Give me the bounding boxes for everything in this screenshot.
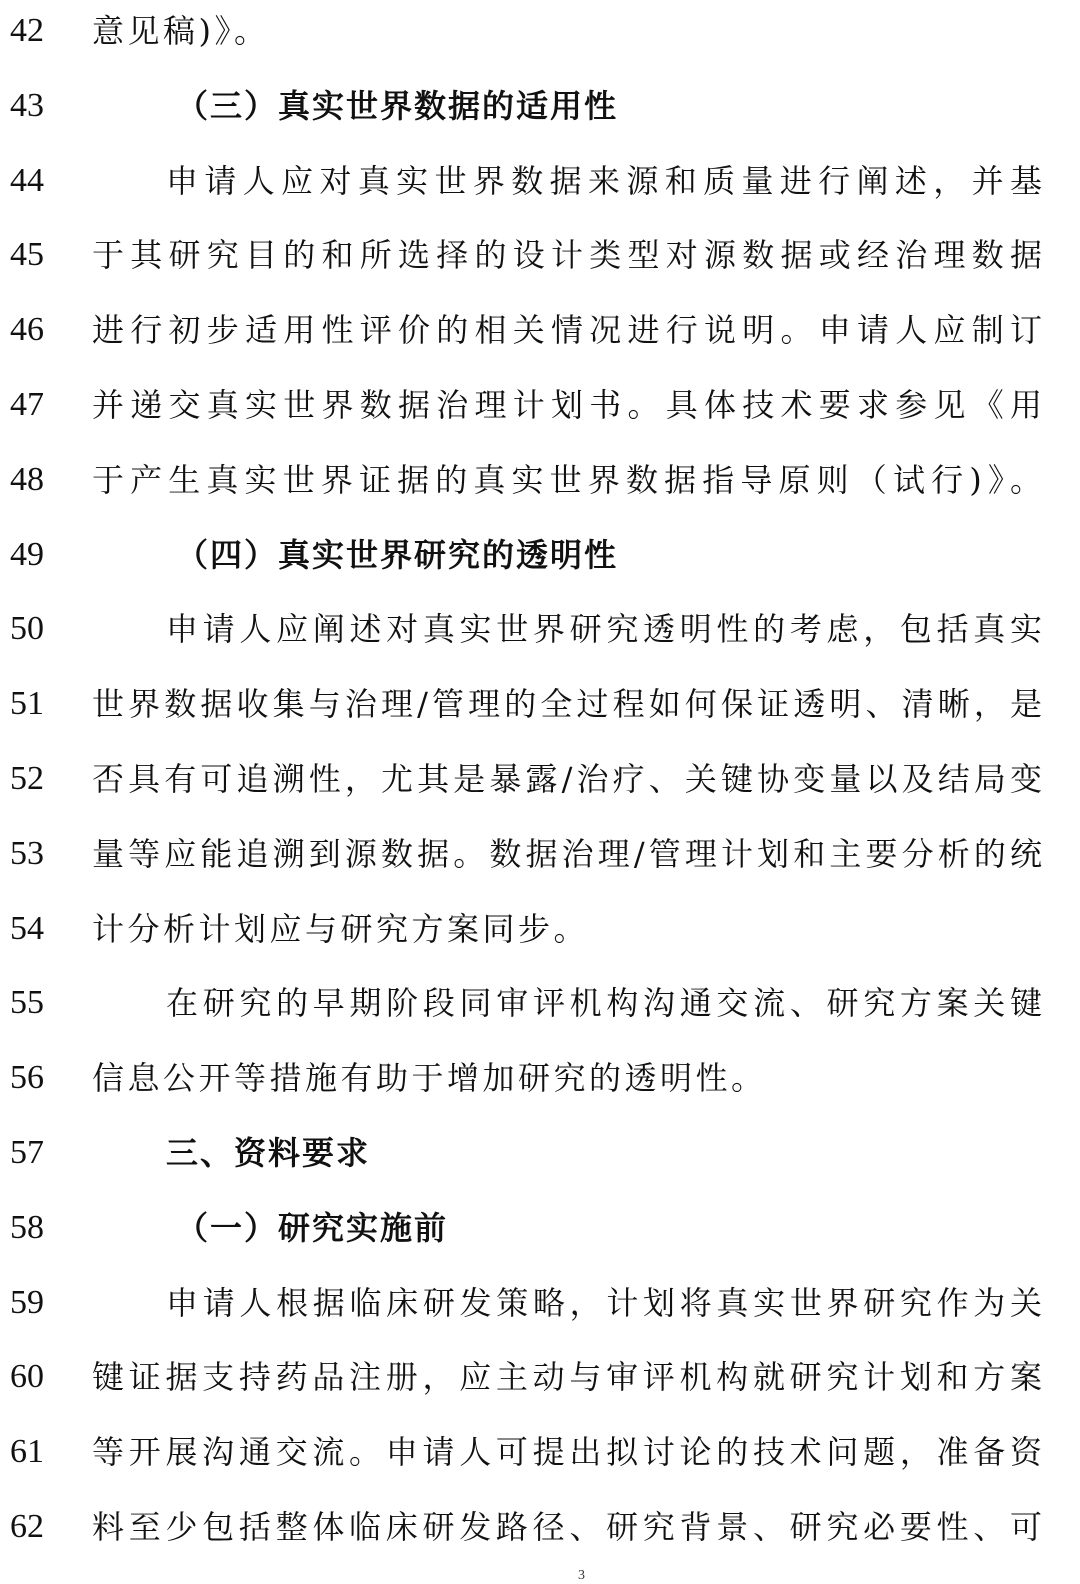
line-number: 51 bbox=[10, 685, 44, 723]
line-number: 47 bbox=[10, 386, 44, 423]
line-text: 于其研究目的和所选择的设计类型对源数据或经治理数据 bbox=[92, 236, 1042, 275]
line-number: 44 bbox=[10, 161, 44, 199]
line-number: 60 bbox=[10, 1358, 44, 1396]
line-number: 62 bbox=[10, 1508, 44, 1545]
line-number: 42 bbox=[10, 12, 44, 49]
line-number: 52 bbox=[10, 760, 44, 797]
text-line bbox=[0, 1116, 1080, 1190]
text-line bbox=[0, 1266, 1080, 1340]
line-text: 申请人应对真实世界数据来源和质量进行阐述，并基 bbox=[166, 161, 1042, 200]
section-heading: （三）真实世界数据的适用性 bbox=[176, 86, 619, 125]
line-text: 否具有可追溯性，尤其是暴露/治疗、关键协变量以及结局变 bbox=[92, 760, 1042, 798]
line-text: 料至少包括整体临床研发路径、研究背景、研究必要性、可 bbox=[92, 1508, 1042, 1546]
text-line bbox=[0, 817, 1080, 891]
text-line bbox=[0, 1415, 1080, 1489]
line-text: 于产生真实世界证据的真实世界数据指导原则（试行)》。 bbox=[92, 460, 1042, 499]
text-line bbox=[0, 218, 1080, 292]
line-number: 59 bbox=[10, 1283, 44, 1321]
page-number: 3 bbox=[578, 1568, 585, 1583]
text-line bbox=[0, 1191, 1080, 1265]
line-number: 57 bbox=[10, 1134, 44, 1171]
text-line bbox=[0, 0, 1080, 68]
text-line bbox=[0, 1340, 1080, 1414]
text-line bbox=[0, 966, 1080, 1040]
text-line bbox=[0, 892, 1080, 966]
line-number: 46 bbox=[10, 311, 44, 349]
line-number: 43 bbox=[10, 86, 44, 124]
line-number: 53 bbox=[10, 834, 44, 872]
section-heading: （四）真实世界研究的透明性 bbox=[176, 535, 619, 574]
line-text: 量等应能追溯到源数据。数据治理/管理计划和主要分析的统 bbox=[92, 834, 1042, 873]
line-text: 意见稿)》。 bbox=[92, 12, 270, 50]
text-line bbox=[0, 667, 1080, 741]
text-line bbox=[0, 293, 1080, 367]
text-line bbox=[0, 1041, 1080, 1115]
line-number: 54 bbox=[10, 909, 44, 947]
line-number: 49 bbox=[10, 535, 44, 573]
text-line bbox=[0, 742, 1080, 816]
text-line bbox=[0, 443, 1080, 517]
line-number: 50 bbox=[10, 610, 44, 648]
text-line bbox=[0, 1490, 1080, 1564]
text-line bbox=[0, 518, 1080, 592]
line-text: 世界数据收集与治理/管理的全过程如何保证透明、清晰，是 bbox=[92, 685, 1042, 724]
line-text: 等开展沟通交流。申请人可提出拟讨论的技术问题，准备资 bbox=[92, 1433, 1042, 1472]
line-number: 48 bbox=[10, 460, 44, 498]
line-text: 键证据支持药品注册，应主动与审评机构就研究计划和方案 bbox=[92, 1358, 1042, 1397]
section-heading: （一）研究实施前 bbox=[176, 1208, 449, 1247]
line-number: 58 bbox=[10, 1208, 44, 1246]
text-line bbox=[0, 592, 1080, 666]
line-text: 在研究的早期阶段同审评机构沟通交流、研究方案关键 bbox=[166, 984, 1042, 1023]
line-text: 申请人根据临床研发策略，计划将真实世界研究作为关 bbox=[166, 1283, 1042, 1322]
line-text: 申请人应阐述对真实世界研究透明性的考虑，包括真实 bbox=[166, 610, 1042, 649]
section-heading: 三、资料要求 bbox=[166, 1134, 371, 1172]
line-number: 55 bbox=[10, 984, 44, 1022]
line-text: 信息公开等措施有助于增加研究的透明性。 bbox=[92, 1059, 767, 1098]
line-number: 56 bbox=[10, 1059, 44, 1097]
line-number: 45 bbox=[10, 236, 44, 274]
text-line bbox=[0, 144, 1080, 218]
line-text: 计分析计划应与研究方案同步。 bbox=[92, 909, 590, 948]
line-text: 进行初步适用性评价的相关情况进行说明。申请人应制订 bbox=[92, 311, 1042, 350]
line-number: 61 bbox=[10, 1433, 44, 1471]
line-text: 并递交真实世界数据治理计划书。具体技术要求参见《用 bbox=[92, 386, 1042, 424]
text-line bbox=[0, 69, 1080, 143]
text-line bbox=[0, 368, 1080, 442]
